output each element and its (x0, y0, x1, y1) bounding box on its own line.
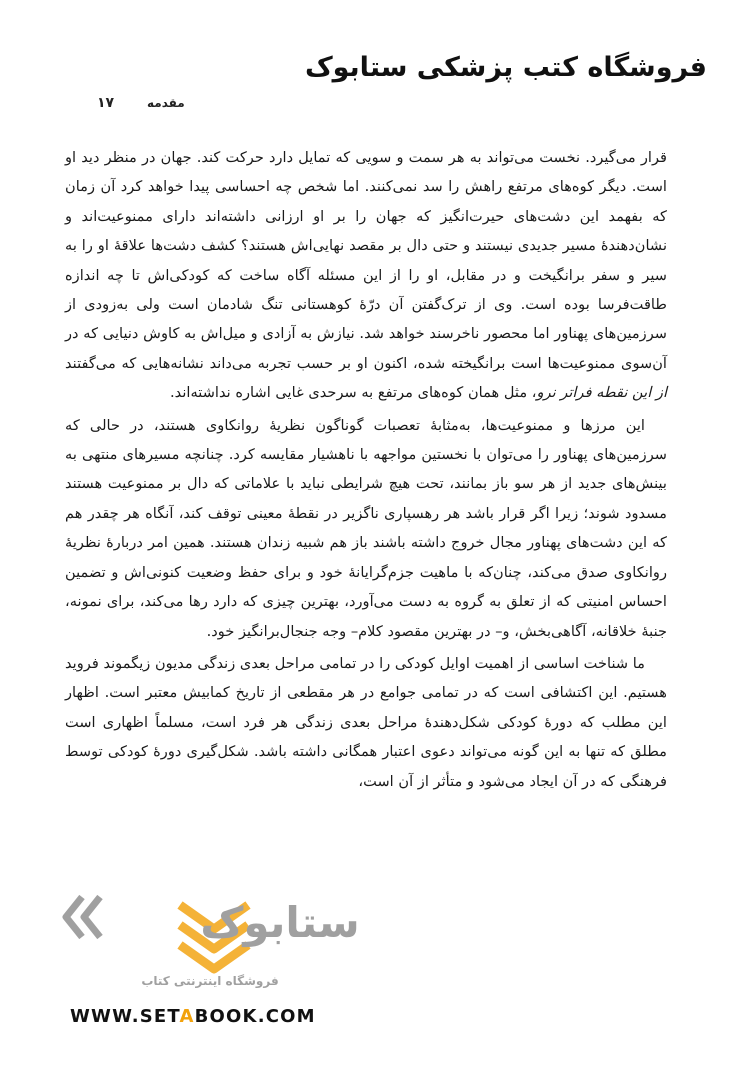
body-text (65, 143, 667, 799)
paragraph-1 (65, 143, 667, 408)
watermark-tagline: فروشگاه اینترنتی کتاب (141, 974, 279, 988)
watermark-logo-text: ستابوک (200, 898, 360, 947)
italic-quote: از این نقطه فراتر نرو (536, 384, 667, 402)
chapter-title: مقدمه (147, 96, 185, 110)
double-chevron-icon (66, 897, 100, 937)
watermark-url: WWW.SETABOOK.COM (70, 1006, 316, 1027)
paragraph-3: ما شناخت اساسی از اهمیت اوایل کودکی را در تمامی مراحل بعدی زندگی مدیون زیگموند فروید هستیم. این اکتشافی است که در تمامی جوامع در هر مقطعی از تاریخ کمابیش معتبر است. اظهار این مطلب که دورهٔ کودکی شکل‌دهندهٔ مراحل بعدی زندگی هر فرد است، مسلماً اظهاری است مطلق که تنها به این گونه می‌تواند دعوی اعتبار همگانی داشته باشد. شکل‌گیری دورهٔ کودکی توسط فرهنگی که در آن ایجاد می‌شود و متأثر از آن است، (65, 654, 667, 790)
paragraph-2: این مرزها و ممنوعیت‌ها، به‌مثابهٔ تعصبات گوناگون نظریهٔ روانکاوی هستند، در حالی که سرزمین‌های پهناور را می‌توان با نخستین مواجهه با ناهشیار مقایسه کرد. چنانچه مسیرهای منتهی به بینش‌های جدید از هر سو باز بمانند، تحت هیچ شرایطی نباید با علاماتی که دال بر ممنوعیت هستند مسدود شوند؛ زیرا اگر قرار باشد هر رهسپاری ناگزیر در نقطهٔ معینی توقف کند، آنگاه هر چقدر هم که این دشت‌های پهناور مجال خروج داشته باشند باز هم شبیه زندان هستند. همین امر دربارهٔ نظریهٔ روانکاوی صدق می‌کند، چنان‌که با ماهیت جزم‌گرایانهٔ خود و برای حفظ وضعیت کنونی‌اش و تضمین احساس امنیتی که از تعلق به گروه به دست می‌آورد، بهترین چیزی که دارد رها می‌کند، برای نمونه، جنبهٔ خلاقانه، آگاهی‌بخش، و– در بهترین مقصود کلام– وجه جنجال‌برانگیز خود. (65, 416, 667, 640)
running-head (97, 93, 648, 115)
paragraph-1-text: قرار می‌گیرد. نخست می‌تواند به هر سمت و سویی که تمایل دارد حرکت کند. جهان در منظر دید او است. دیگر کوه‌های مرتفع راهش را سد نمی‌کنند. اما شخص چه احساسی پیدا خواهد کرد آن زمان که بفهمد این دشت‌های حیرت‌انگیز که جهان را بر او ارزانی داشته‌اند دارای ممنوعیت‌اند و نشان‌دهندهٔ مسیر جدیدی نیستند و حتی دال بر مقصد نهایی‌اش هستند؟ کشف دشت‌ها علاقهٔ او را به سیر و سفر برانگیخت و در مقابل، او را از این مسئله آگاه ساخت که کودکی‌اش تا چه اندازه طاقت‌فرسا بوده است. وی از ترک‌گفتن آن درّهٔ کوهستانی تنگ شادمان است ولی به‌زودی از سرزمین‌های پهناور اما محصور ناخرسند خواهد شد. نیازش به آزادی و میل‌اش به کاوش دنیایی که در آن‌سوی ممنوعیت‌ها است برانگیخته شده، اکنون او بر حسب تجربه می‌داند نشانه‌هایی که می‌گفتند (65, 149, 667, 372)
setabook-watermark-logo (60, 885, 360, 995)
store-title: فروشگاه کتب پزشکی ستابوک (304, 52, 707, 83)
paragraph-1-end: ، مثل همان کوه‌های مرتفع به سرحدی غایی اشاره نداشته‌اند. (170, 384, 537, 402)
page-number: ۱۷ (97, 95, 115, 111)
